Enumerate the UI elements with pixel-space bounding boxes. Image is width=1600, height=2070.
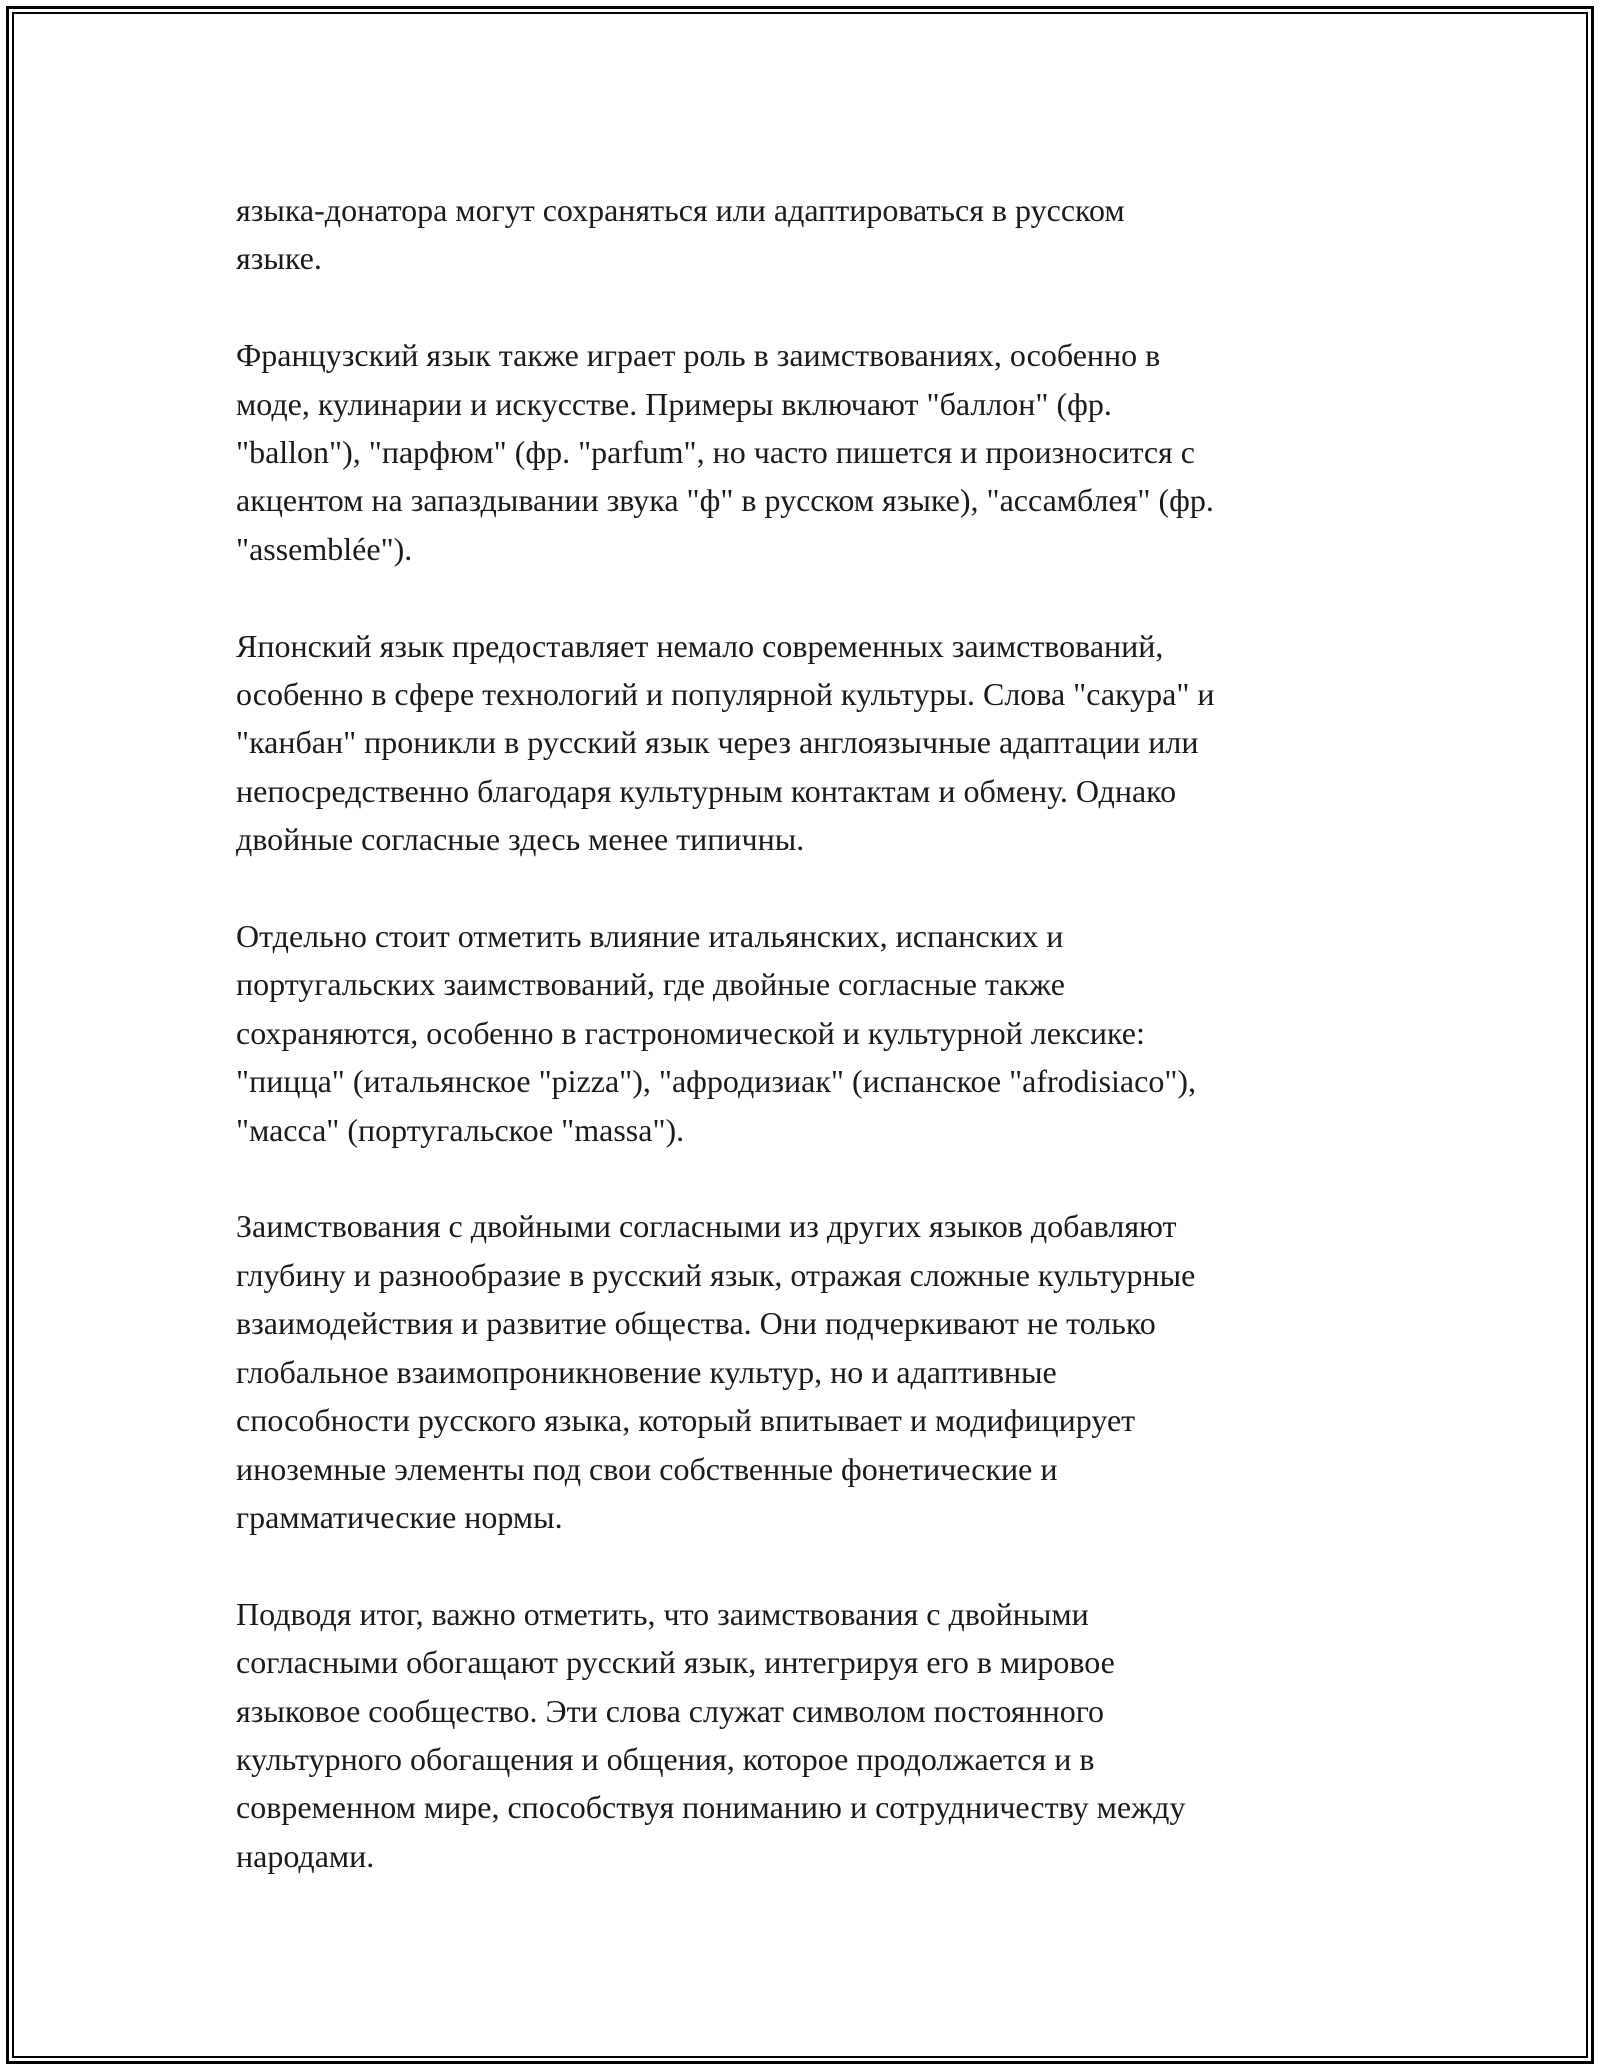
paragraph-4: Отдельно стоит отметить влияние итальянских, испанских и португальских заимствований, где двойные согласные также сохраняются, особенно в гастрономической и культурной лексике: "пицца" (итальянское "pizza"), "афродизиак" (испанское "afrodisiaco"), "масса" (португальское "massa"). (236, 918, 1197, 1148)
paragraph-5: Заимствования с двойными согласными из других языков добавляют глубину и разнообразие в русский язык, отражая сложные культурные взаимодействия и развитие общества. Они подчеркивают не только глобальное взаимопроникновение культур, но и адаптивные способности русского языка, который впитывает и модифицирует иноземные элементы под свои собственные фонетические и грамматические нормы. (236, 1208, 1196, 1535)
paragraph-3: Японский язык предоставляет немало современных заимствований, особенно в сфере технологий и популярной культуры. Слова "сакура" и "канбан" проникли в русский язык через англоязычные адаптации или непосредственно благодаря культурным контактам и обмену. Однако двойные согласные здесь менее типичны. (236, 627, 1215, 858)
paragraph-6: Подводя итог, важно отметить, что заимствования с двойными согласными обогащают русский язык, интегрируя его в мировое языковое сообщество. Эти слова служат символом постоянного культурного обогащения и общения, которое продолжается и в современном мире, способствуя пониманию и сотрудничеству между народами. (236, 1595, 1186, 1874)
paragraph-1: языка-донатора могут сохраняться или адаптироваться в русском языке. (236, 192, 1125, 277)
paragraph-2: Французский язык также играет роль в заимствованиях, особенно в моде, кулинарии и искусстве. Примеры включают "баллон" (фр. "ballon"), "парфюм" (фр. "parfum", но часто пишется и произносится с акцентом на запаздывании звука "ф" в русском языке), "ассамблея" (фр. "assemblée"). (236, 337, 1214, 567)
document-body (236, 186, 1376, 1880)
